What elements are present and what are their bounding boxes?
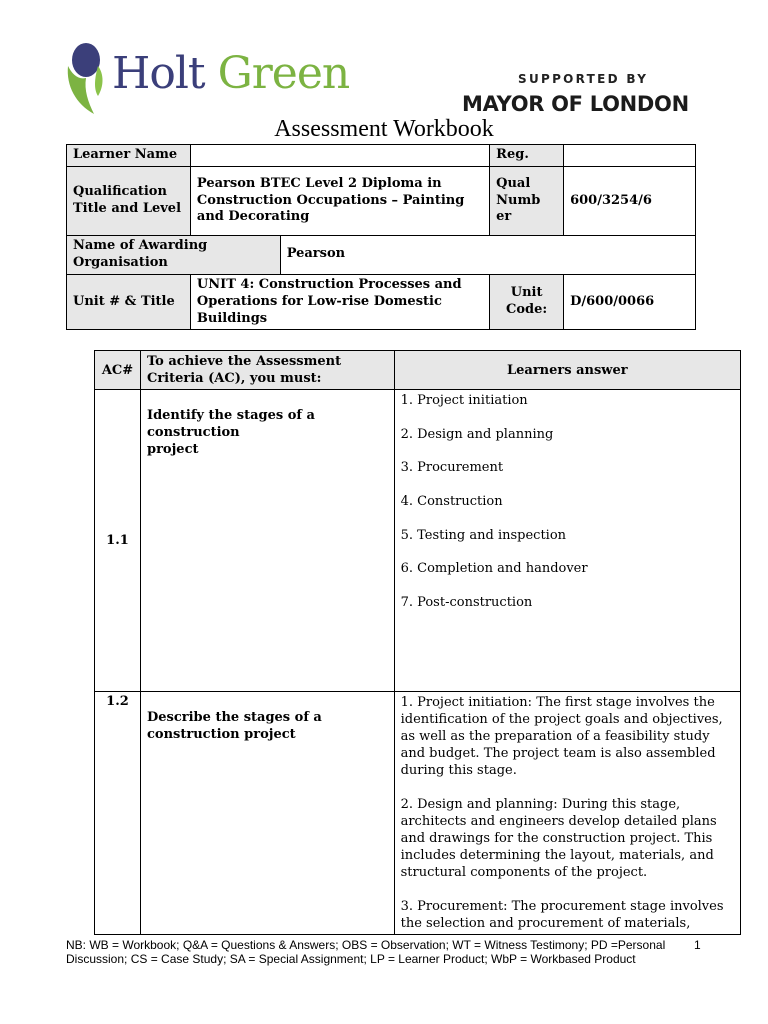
ac-number: 1.2 [95, 692, 141, 935]
answer-item: 1. Project initiation [400, 393, 528, 408]
unit-label: Unit # & Title [67, 274, 191, 330]
qualification-label: Qualification Title and Level [67, 167, 191, 236]
table-row [95, 390, 741, 692]
qual-number-label: Qual Numb er [490, 167, 564, 236]
learner-answer-cell[interactable] [394, 390, 740, 692]
learner-name-label: Learner Name [67, 145, 191, 167]
assessment-header-row [95, 351, 741, 390]
learner-name-field[interactable] [190, 145, 489, 167]
unit-code-label: Unit Code: [490, 274, 564, 330]
assessment-table [94, 350, 741, 935]
ac-column-header: AC# [95, 351, 141, 390]
answer-paragraph: 2. Design and planning: During this stage, architects and engineers develop detailed plans and drawings for the construction project. This includes determining the layout, materials, and structural components of the project. [400, 797, 717, 880]
unit-code-value: D/600/0066 [564, 274, 696, 330]
reg-field[interactable] [564, 145, 696, 167]
page-number: 1 [694, 938, 701, 952]
answer-item: 6. Completion and handover [400, 561, 588, 577]
awarding-org-label: Name of Awarding Organisation [67, 236, 281, 275]
unit-value: UNIT 4: Construction Processes and Operations for Low-rise Domestic Buildings [190, 274, 489, 330]
qualification-value: Pearson BTEC Level 2 Diploma in Construction Occupations – Painting and Decorating [190, 167, 489, 236]
criteria-line: Identify the stages of a [146, 408, 315, 423]
qual-number-value: 600/3254/6 [564, 167, 696, 236]
answer-item: 2. Design and planning [400, 426, 554, 442]
learner-name-row [67, 145, 696, 167]
reg-label: Reg. [490, 145, 564, 167]
holt-green-wordmark [112, 48, 350, 99]
awarding-org-value: Pearson [280, 236, 695, 275]
answer-item: 4. Construction [400, 494, 503, 510]
answer-item: 7. Post-construction [400, 595, 533, 611]
logo-word-holt: Holt [112, 48, 205, 99]
criteria-column-header: To achieve the Assessment Criteria (AC), you must: [140, 351, 394, 390]
learner-info-table [66, 144, 696, 330]
answer-paragraph: 3. Procurement: The procurement stage involves the selection and procurement of materials, [400, 899, 724, 931]
qualification-row [67, 167, 696, 236]
logo-word-green: Green [204, 48, 350, 99]
page-title: Assessment Workbook [274, 116, 494, 142]
answer-column-header: Learners answer [394, 351, 740, 390]
unit-row [67, 274, 696, 330]
answer-item: 5. Testing and inspection [400, 527, 567, 543]
criteria-line: project [146, 442, 199, 457]
criteria-text [140, 390, 394, 692]
mayor-of-london-logo: MAYOR OF LONDON [462, 92, 689, 116]
awarding-row [67, 236, 696, 275]
criteria-line: construction [146, 425, 240, 440]
answer-item: 3. Procurement [400, 460, 504, 476]
ac-number: 1.1 [95, 390, 141, 692]
learner-answer-cell[interactable] [394, 692, 740, 935]
table-row [95, 692, 741, 935]
footer-notes: NB: WB = Workbook; Q&A = Questions & Answers; OBS = Observation; WT = Witness Testimony; PD =Personal Discussion; CS = Case Study; SA = Special Assignment; LP = Learner Product; WbP = Workbased Product [66, 938, 666, 966]
answer-paragraph: 1. Project initiation: The first stage involves the identification of the project goals and objectives, as well as the preparation of a feasibility study and budget. The project team is also assembled during this stage. [400, 695, 723, 778]
criteria-text: Describe the stages of a construction project [140, 692, 394, 935]
supported-by-label: SUPPORTED BY [518, 72, 649, 86]
